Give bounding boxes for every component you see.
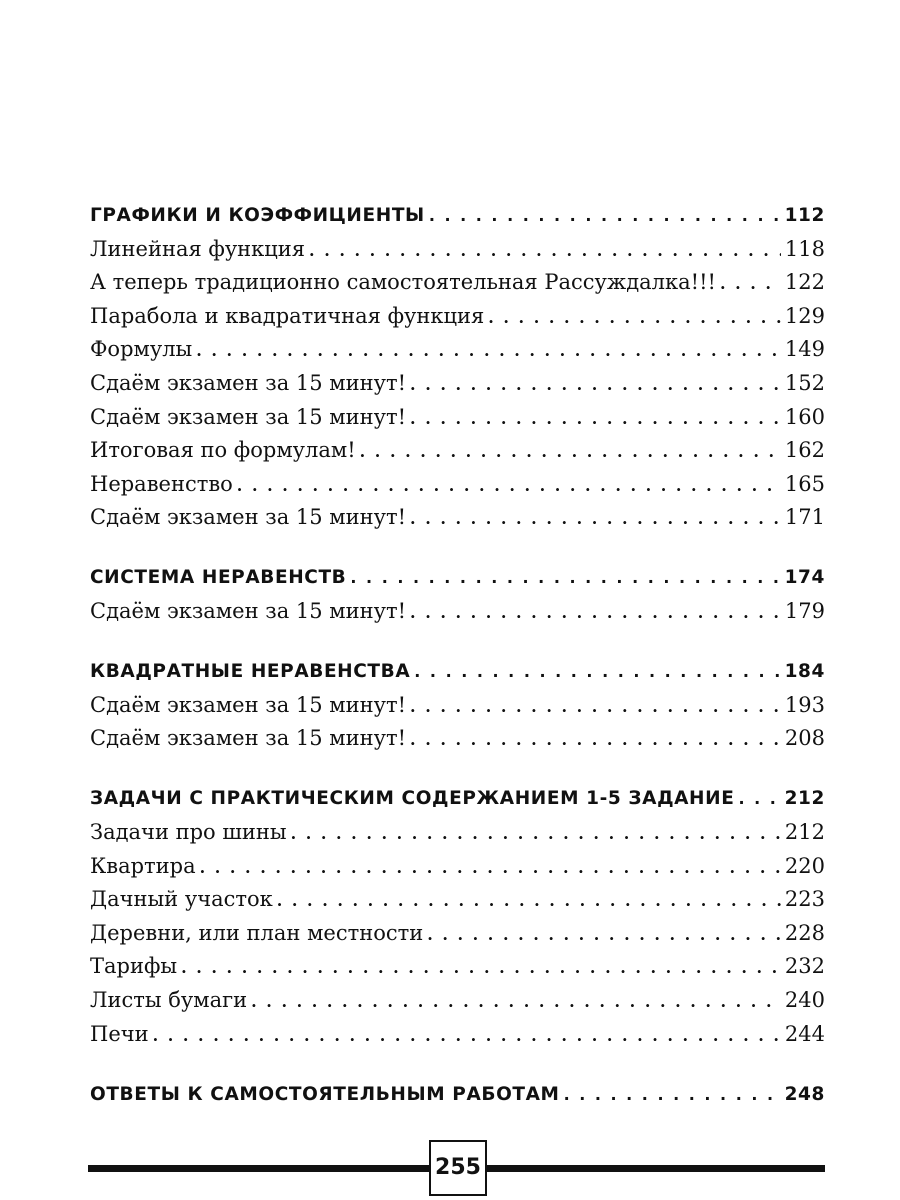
section-page-number: 174 xyxy=(784,567,825,589)
dot-leader xyxy=(414,655,780,689)
toc-section-heading xyxy=(90,561,825,595)
entry-page-number: 160 xyxy=(784,404,825,429)
dot-leader xyxy=(181,951,781,985)
entry-page-number: 118 xyxy=(784,236,825,261)
toc-entry xyxy=(90,333,825,367)
section-title: ОТВЕТЫ К САМОСТОЯТЕЛЬНЫМ РАБОТАМ xyxy=(90,1083,560,1105)
toc-entry xyxy=(90,434,825,468)
toc-section-heading xyxy=(90,199,825,233)
entry-page-number: 171 xyxy=(784,505,825,530)
toc-entry xyxy=(90,266,825,300)
entry-page-number: 149 xyxy=(784,337,825,362)
dot-leader xyxy=(410,502,781,536)
dot-leader xyxy=(488,301,781,335)
entry-page-number: 240 xyxy=(784,987,825,1012)
dot-leader xyxy=(350,561,780,595)
entry-page-number: 162 xyxy=(784,438,825,463)
page-footer xyxy=(88,1140,825,1196)
section-page-number: 248 xyxy=(784,1083,825,1105)
section-title: КВАДРАТНЫЕ НЕРАВЕНСТВА xyxy=(90,661,411,683)
dot-leader xyxy=(410,368,781,402)
section-page-number: 112 xyxy=(784,205,825,226)
toc-entry xyxy=(90,595,825,629)
dot-leader xyxy=(237,469,781,503)
toc-entry xyxy=(90,689,825,723)
footer-rule-right xyxy=(487,1165,825,1172)
toc-entry xyxy=(90,850,825,884)
toc-section-heading xyxy=(90,782,825,816)
entry-page-number: 122 xyxy=(784,270,825,295)
toc-entry xyxy=(90,501,825,535)
section-gap xyxy=(90,1051,825,1078)
section-title: ГРАФИКИ И КОЭФФИЦИЕНТЫ xyxy=(90,205,425,226)
entry-page-number: 129 xyxy=(784,303,825,328)
entry-page-number: 212 xyxy=(784,820,825,844)
entry-title: Формулы xyxy=(90,337,193,362)
dot-leader xyxy=(564,1078,781,1112)
entry-page-number: 223 xyxy=(784,887,825,912)
section-gap xyxy=(90,535,825,562)
toc-entry xyxy=(90,816,825,850)
entry-title: Задачи про шины xyxy=(90,820,287,844)
dot-leader xyxy=(196,334,781,368)
entry-title: Печи xyxy=(90,1021,149,1046)
toc-entry xyxy=(90,233,825,267)
entry-title: Деревни, или план местности xyxy=(90,920,424,945)
entry-title: Сдаём экзамен за 15 минут! xyxy=(90,370,407,395)
footer-rule-left xyxy=(88,1165,429,1172)
entry-page-number: 152 xyxy=(784,370,825,395)
entry-title: Тарифы xyxy=(90,954,178,979)
entry-title: Линейная функция xyxy=(90,236,306,261)
entry-title: Квартира xyxy=(90,853,196,878)
section-page-number: 212 xyxy=(784,788,825,810)
entry-page-number: 208 xyxy=(784,726,825,751)
entry-title: Сдаём экзамен за 15 минут! xyxy=(90,599,407,624)
entry-title: Дачный участок xyxy=(90,887,273,912)
entry-title: Сдаём экзамен за 15 минут! xyxy=(90,726,407,751)
entry-page-number: 193 xyxy=(784,692,825,717)
dot-leader xyxy=(410,402,781,436)
entry-title: Листы бумаги xyxy=(90,987,248,1012)
entry-page-number: 228 xyxy=(784,920,825,945)
dot-leader xyxy=(309,234,781,268)
dot-leader xyxy=(360,435,781,469)
dot-leader xyxy=(277,884,781,918)
toc-entry xyxy=(90,950,825,984)
dot-leader xyxy=(200,851,781,885)
toc-entry xyxy=(90,401,825,435)
dot-leader xyxy=(738,782,780,816)
dot-leader xyxy=(410,596,781,630)
toc-entry xyxy=(90,917,825,951)
dot-leader xyxy=(153,1019,781,1053)
entry-page-number: 232 xyxy=(784,954,825,979)
dot-leader xyxy=(251,985,781,1019)
toc-entry xyxy=(90,468,825,502)
entry-page-number: 244 xyxy=(784,1021,825,1046)
entry-title: Неравенство xyxy=(90,471,233,496)
entry-title: Сдаём экзамен за 15 минут! xyxy=(90,692,407,717)
section-title: СИСТЕМА НЕРАВЕНСТВ xyxy=(90,567,347,589)
entry-page-number: 165 xyxy=(784,471,825,496)
dot-leader xyxy=(720,267,781,301)
entry-page-number: 179 xyxy=(784,599,825,624)
toc-entry xyxy=(90,883,825,917)
page-number: 255 xyxy=(429,1140,487,1196)
toc-entry xyxy=(90,367,825,401)
dot-leader xyxy=(429,199,781,233)
section-gap xyxy=(90,756,825,783)
entry-title: Сдаём экзамен за 15 минут! xyxy=(90,404,407,429)
entry-title: Парабола и квадратичная функция xyxy=(90,303,485,328)
dot-leader xyxy=(410,723,781,757)
entry-page-number: 220 xyxy=(784,853,825,878)
toc-section-heading xyxy=(90,655,825,689)
entry-title: Итоговая по формулам! xyxy=(90,438,356,463)
toc-entry xyxy=(90,300,825,334)
toc-entry xyxy=(90,1018,825,1052)
toc-entry xyxy=(90,984,825,1018)
section-page-number: 184 xyxy=(784,661,825,683)
dot-leader xyxy=(410,690,781,724)
dot-leader xyxy=(291,817,781,851)
toc-section-heading xyxy=(90,1078,825,1112)
entry-title: Сдаём экзамен за 15 минут! xyxy=(90,505,407,530)
section-title: ЗАДАЧИ С ПРАКТИЧЕСКИМ СОДЕРЖАНИЕМ 1-5 ЗАДАНИЕ xyxy=(90,788,735,810)
table-of-contents xyxy=(90,199,825,1111)
entry-title: А теперь традиционно самостоятельная Рассуждалка!!! xyxy=(90,270,716,295)
toc-entry xyxy=(90,722,825,756)
dot-leader xyxy=(427,918,781,952)
section-gap xyxy=(90,629,825,656)
